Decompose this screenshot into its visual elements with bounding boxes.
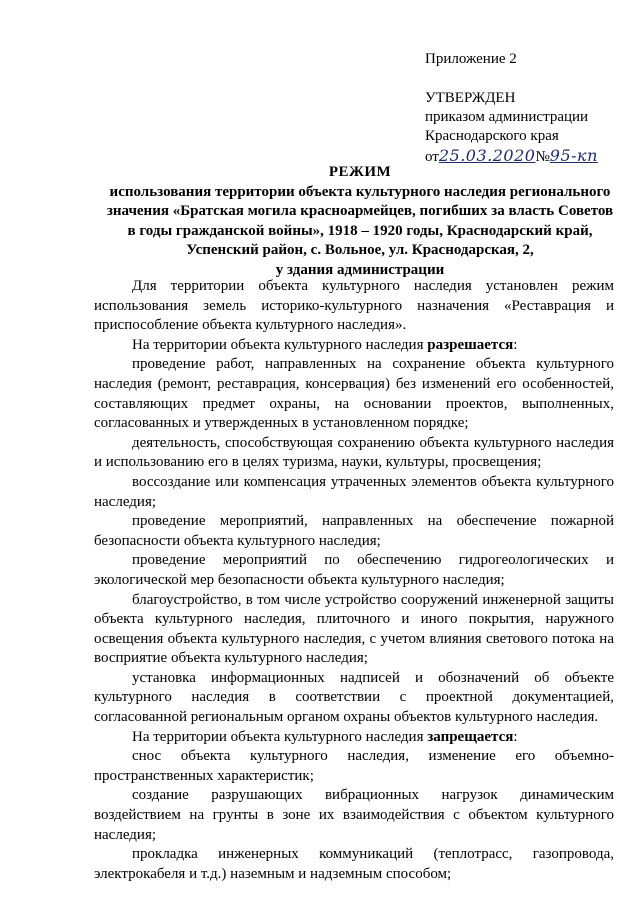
- allowed-item: проведение мероприятий, направленных на обеспечение пожарной безопасности объекта культурного наследия;: [94, 513, 614, 549]
- heading-line: значения «Братская могила красноармейцев, погибших за власть Советов: [106, 203, 614, 219]
- document-heading: [90, 163, 630, 280]
- allowed-item: установка информационных надписей и обозначений об объекте культурного наследия в соответствии с проектной документацией, согласованной региональным органом охраны объектов культурного наследия.: [94, 669, 614, 726]
- allowed-keyword: разрешается: [427, 336, 514, 353]
- region-label: Краснодарского края: [425, 128, 559, 144]
- forbidden-colon: :: [513, 728, 518, 745]
- allowed-heading: [94, 336, 614, 356]
- allowed-item: проведение работ, направленных на сохранение объекта культурного наследия (ремонт, реставрация, консервация) без изменений его особенностей, составляющих предмет охраны, на основании проектов, выполненных, согласованных и утвержденных в установленном порядке;: [94, 356, 614, 432]
- heading-line: у здания администрации: [275, 261, 445, 278]
- allowed-item: благоустройство, в том числе устройство сооружений инженерной защиты объекта культурного наследия, плиточного и иного покрытия, наружного освещения объекта культурного наследия, с учетом влияния светового потока на восприятие объекта культурного наследия;: [94, 591, 614, 667]
- heading-line: в годы гражданской войны», 1918 – 1920 годы, Краснодарский край,: [127, 222, 593, 239]
- document-body: [94, 277, 614, 884]
- allowed-item: воссоздание или компенсация утраченных элементов объекта культурного наследия;: [94, 473, 614, 510]
- allowed-colon: :: [513, 336, 518, 353]
- forbidden-lead: На территории объекта культурного наследия: [132, 728, 428, 745]
- date-prefix: от: [425, 149, 439, 165]
- heading-title: РЕЖИМ: [328, 164, 392, 180]
- heading-line: использования территории объекта культурного наследия регионального: [109, 183, 611, 200]
- forbidden-item: прокладка инженерных коммуникаций (теплотрасс, газопровода, электрокабеля и т.д.) наземным и надземным способом;: [94, 846, 614, 882]
- heading-line: Успенский район, с. Вольное, ул. Краснодарская, 2,: [186, 242, 534, 258]
- allowed-lead: На территории объекта культурного наследия: [132, 336, 428, 353]
- forbidden-item: создание разрушающих вибрационных нагрузок динамическим воздействием на грунты в зоне их взаимодействия с объектом культурного наследия;: [94, 787, 614, 843]
- approved-label: УТВЕРЖДЕН: [425, 90, 516, 106]
- approval-block: [425, 50, 598, 167]
- forbidden-item: снос объекта культурного наследия, изменение его объемно-пространственных характеристик;: [94, 748, 614, 784]
- handwritten-date: 25.03.2020: [438, 146, 536, 165]
- forbidden-keyword: запрещается: [427, 728, 514, 745]
- number-sign: №: [535, 149, 550, 165]
- handwritten-number: 95-кп: [549, 146, 598, 165]
- appendix-label: Приложение 2: [425, 51, 517, 67]
- allowed-item: проведение мероприятий по обеспечению гидрогеологических и экологической мер безопасности объекта культурного наследия;: [94, 552, 614, 588]
- order-label: приказом администрации: [425, 109, 589, 125]
- intro-paragraph: Для территории объекта культурного наследия установлен режим использования земель историко-культурного назначения «Реставрация и приспособление объекта культурного наследия».: [94, 278, 614, 334]
- allowed-item: деятельность, способствующая сохранению объекта культурного наследия и использованию его в целях туризма, науки, культуры, просвещения;: [94, 434, 614, 471]
- forbidden-heading: [94, 728, 614, 748]
